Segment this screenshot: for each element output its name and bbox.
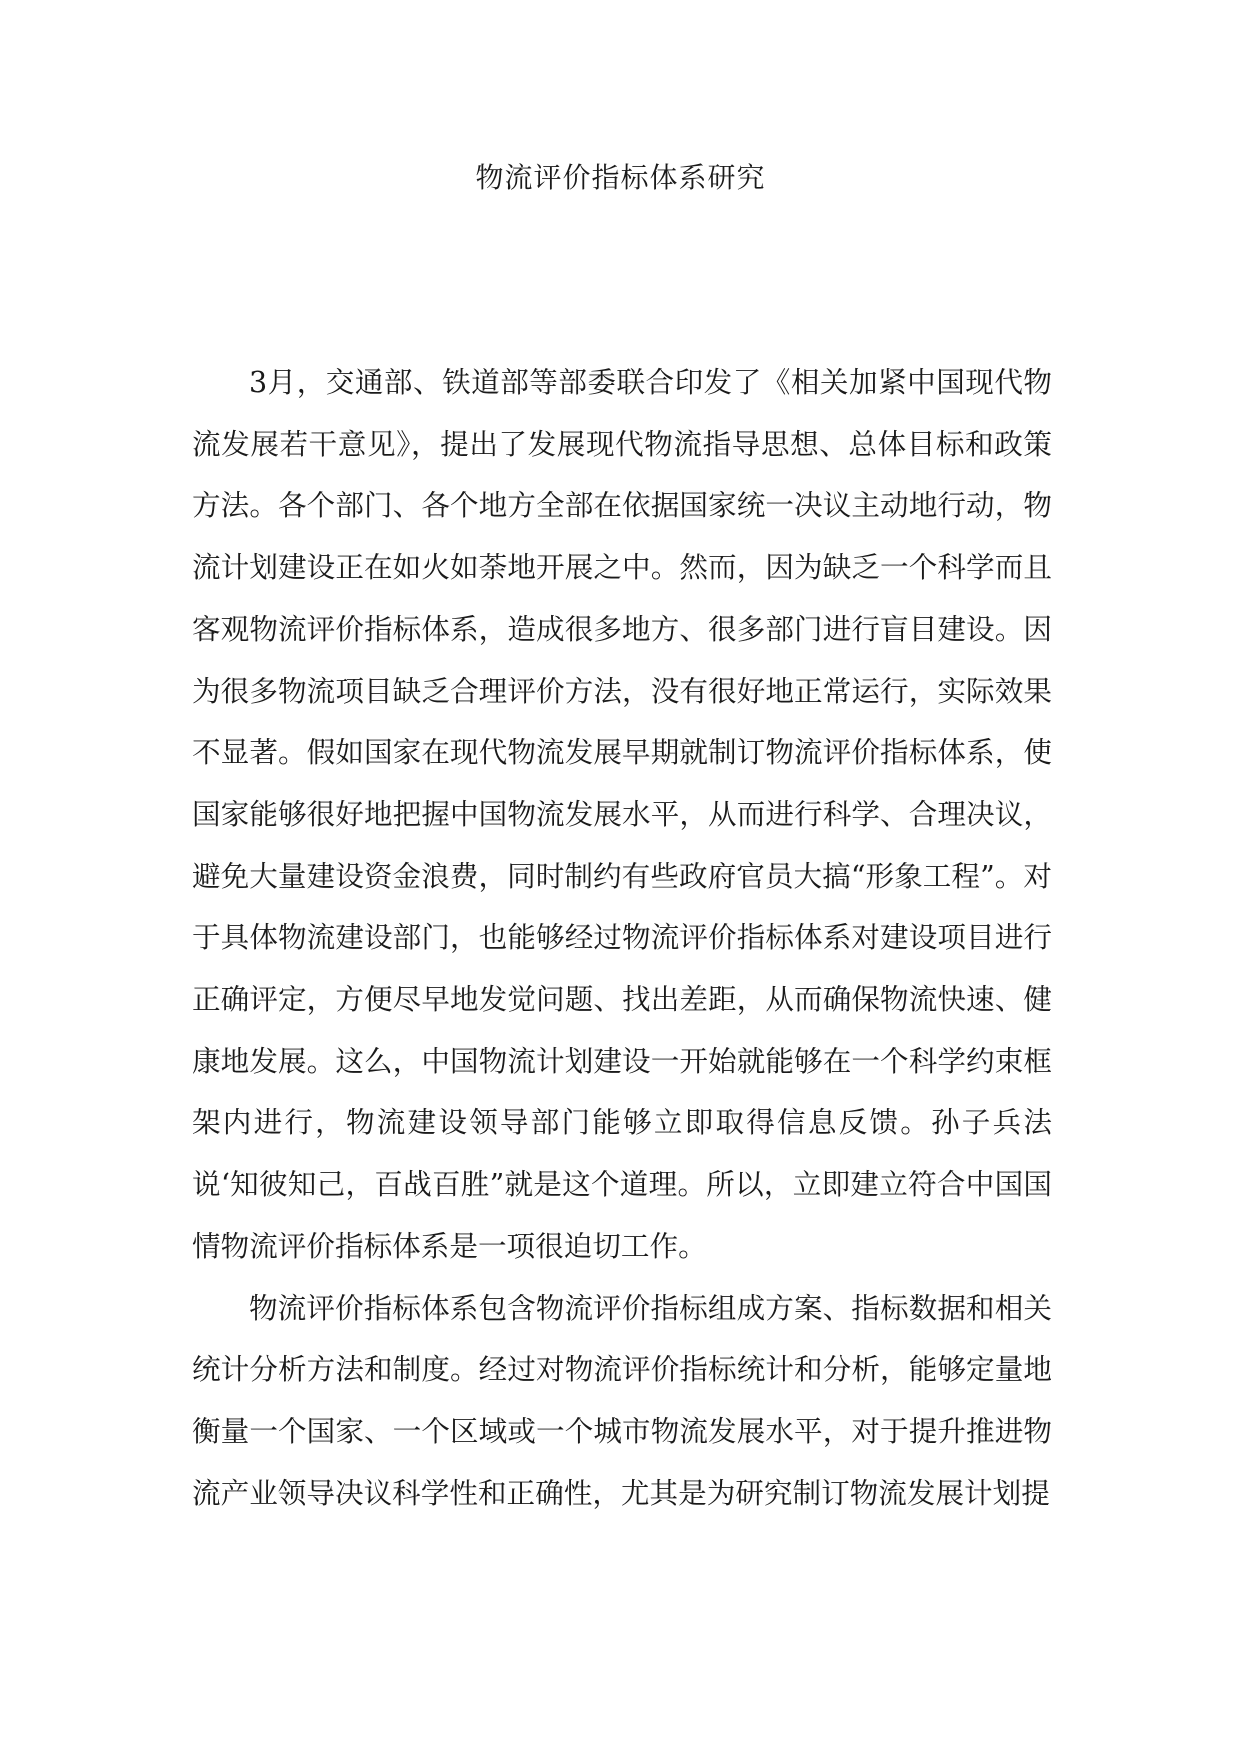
paragraph-1: 3月，交通部、铁道部等部委联合印发了《相关加紧中国现代物流发展若干意见》，提出了发展现代物流指导思想、总体目标和政策方法。各个部门、各个地方全部在依据国家统一决议主动地行动，物流计划建设正在如火如荼地开展之中。然而，因为缺乏一个科学而且客观物流评价指标体系，造成很多地方、很多部门进行盲目建设。因为很多物流项目缺乏合理评价方法，没有很好地正常运行，实际效果不显著。假如国家在现代物流发展早期就制订物流评价指标体系，使国家能够很好地把握中国物流发展水平，从而进行科学、合理决议，避免大量建设资金浪费，同时制约有些政府官员大搞“形象工程”。对于具体物流建设部门，也能够经过物流评价指标体系对建设项目进行正确评定，方便尽早地发觉问题、找出差距，从而确保物流快速、健康地发展。这么，中国物流计划建设一开始就能够在一个科学约束框架内进行，物流建设领导部门能够立即取得信息反馈。孙子兵法说‘知彼知己，百战百胜”就是这个道理。所以，立即建立符合中国国情物流评价指标体系是一项很迫切工作。 bbox=[192, 365, 1052, 1263]
paragraph-2: 物流评价指标体系包含物流评价指标组成方案、指标数据和相关统计分析方法和制度。经过对物流评价指标统计和分析，能够定量地衡量一个国家、一个区域或一个城市物流发展水平，对于提升推进物流产业领导决议科学性和正确性，尤其是为研究制订物流发展计划提 bbox=[192, 1290, 1052, 1510]
document-title: 物流评价指标体系研究 bbox=[475, 161, 766, 194]
document-body bbox=[192, 352, 1052, 1524]
